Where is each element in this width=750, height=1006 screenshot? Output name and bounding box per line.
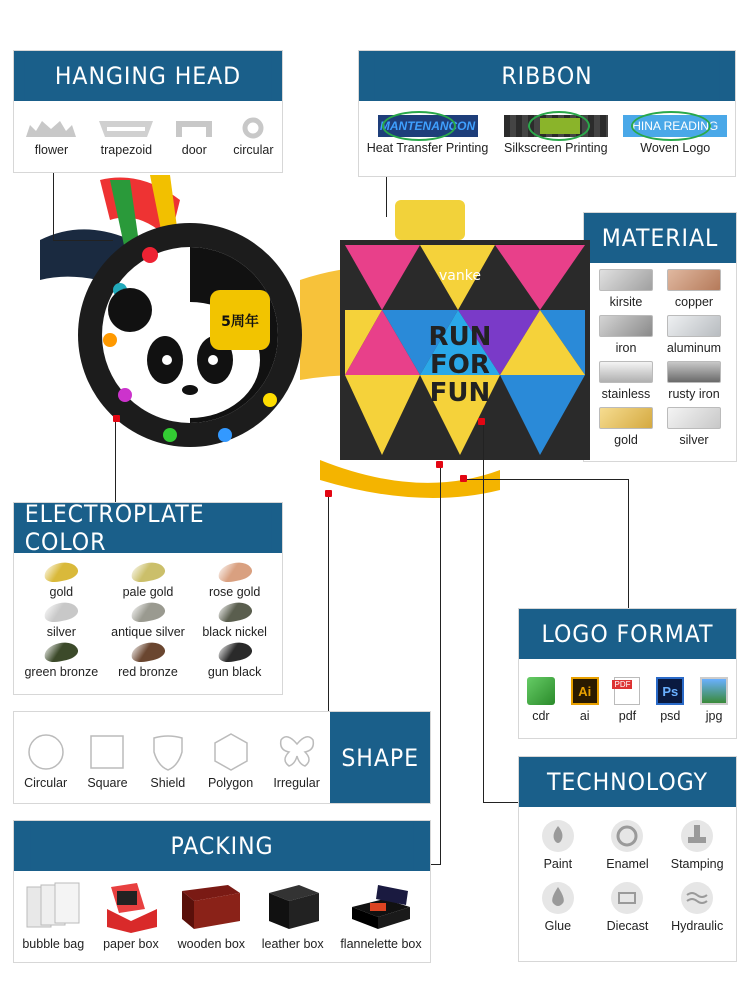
heat-transfer-ribbon-sample: MANTENANCON (378, 115, 478, 137)
logo-format-panel (518, 608, 737, 739)
ribbon-woven: HINA READING Woven Logo (623, 115, 727, 155)
plate-swatch (216, 640, 253, 665)
format-cdr: cdr (527, 677, 555, 723)
plate-swatch (43, 640, 80, 665)
stamp-icon (680, 819, 714, 853)
material-aluminum: aluminum (660, 315, 728, 355)
hanging-head-flower: flower (22, 117, 80, 157)
marker-dot (436, 461, 443, 468)
plate-swatch (43, 600, 80, 625)
shape-square: Square (87, 732, 127, 790)
pack-wooden-box: wooden box (178, 881, 245, 951)
packing-panel (13, 820, 431, 963)
circular-head-icon (238, 117, 268, 139)
wooden-box-icon (178, 881, 244, 933)
plate-swatch (129, 560, 166, 585)
plate-rose-gold: rose gold (191, 563, 278, 599)
ribbon-title: RIBBON (374, 51, 720, 101)
right-medal-text-3: FUN (429, 378, 491, 408)
hanging-head-circular: circular (233, 117, 273, 157)
shape-circular: Circular (24, 732, 67, 790)
plate-swatch (43, 560, 80, 585)
format-pdf: PDF pdf (614, 677, 640, 723)
marker-dot (478, 418, 485, 425)
right-medal-text-2: FOR (430, 350, 490, 380)
ribbon-silkscreen: Silkscreen Printing (504, 115, 608, 155)
left-medal-text: 5周年 (221, 314, 259, 330)
flannelette-box-icon (348, 881, 414, 933)
plate-swatch (129, 600, 166, 625)
right-medal-text-1: RUN (428, 322, 492, 352)
tech-stamping: Stamping (662, 819, 732, 871)
shape-shield: Shield (148, 732, 188, 790)
material-panel (583, 212, 737, 462)
hanging-head-panel (13, 50, 283, 173)
plate-swatch (216, 560, 253, 585)
square-shape-icon (87, 732, 127, 772)
marker-dot (113, 415, 120, 422)
butterfly-shape-icon (277, 732, 317, 772)
pdf-file-icon: PDF (614, 677, 640, 705)
pack-paper-box: paper box (101, 881, 161, 951)
plate-black-nickel: black nickel (191, 603, 278, 639)
flame-icon (541, 819, 575, 853)
bubble-bag-icon (23, 881, 83, 933)
format-jpg: jpg (700, 677, 728, 723)
marker-dot (325, 490, 332, 497)
psd-file-icon: Ps (656, 677, 684, 705)
mold-icon (610, 881, 644, 915)
medal-illustration (0, 160, 600, 510)
tech-glue: Glue (523, 881, 593, 933)
plate-antique-silver: antique silver (105, 603, 192, 639)
circle-shape-icon (26, 732, 66, 772)
material-rusty-iron: rusty iron (660, 361, 728, 401)
material-copper: copper (660, 269, 728, 309)
woven-ribbon-sample: HINA READING (623, 115, 727, 137)
ai-file-icon: Ai (571, 677, 599, 705)
pack-flannelette-box: flannelette box (340, 881, 421, 951)
plate-gold: gold (18, 563, 105, 599)
pack-leather-box: leather box (262, 881, 324, 951)
marker-dot (460, 475, 467, 482)
ribbon-heat-transfer: MANTENANCON Heat Transfer Printing (367, 115, 489, 155)
tech-hydraulic: Hydraulic (662, 881, 732, 933)
material-stainless: stainless (592, 361, 660, 401)
electroplate-title: ELECTROPLATE COLOR (25, 503, 272, 553)
material-kirsite: kirsite (592, 269, 660, 309)
ribbon-panel (358, 50, 736, 177)
shape-irregular: Irregular (273, 732, 320, 790)
format-ai: Ai ai (571, 677, 599, 723)
tech-diecast: Diecast (593, 881, 663, 933)
cdr-file-icon (527, 677, 555, 705)
plate-red-bronze: red bronze (105, 643, 192, 679)
plate-green-bronze: green bronze (18, 643, 105, 679)
tech-enamel: Enamel (593, 819, 663, 871)
material-silver: silver (660, 407, 728, 447)
shape-title: SHAPE (341, 743, 419, 772)
material-gold: gold (592, 407, 660, 447)
paper-box-icon (101, 881, 161, 933)
jpg-file-icon (700, 677, 728, 705)
hanging-head-title: HANGING HEAD (25, 51, 272, 101)
flower-head-icon (22, 117, 80, 139)
disc-icon (610, 819, 644, 853)
door-head-icon (172, 117, 216, 139)
material-title: MATERIAL (590, 213, 730, 263)
silkscreen-ribbon-sample (504, 115, 608, 137)
shape-panel (13, 711, 431, 804)
shape-polygon: Polygon (208, 732, 253, 790)
format-psd: Ps psd (656, 677, 684, 723)
logo-format-title: LOGO FORMAT (528, 609, 728, 659)
plate-silver: silver (18, 603, 105, 639)
technology-title: TECHNOLOGY (528, 757, 728, 807)
hanging-head-trapezoid: trapezoid (97, 117, 155, 157)
shield-shape-icon (148, 732, 188, 772)
packing-title: PACKING (31, 821, 414, 871)
electroplate-panel (13, 502, 283, 695)
plate-swatch (129, 640, 166, 665)
medal-graphic (0, 160, 600, 510)
plate-gun-black: gun black (191, 643, 278, 679)
right-medal-brand: vanke (439, 268, 481, 284)
plate-swatch (216, 600, 253, 625)
wave-icon (680, 881, 714, 915)
trapezoid-head-icon (97, 117, 155, 139)
pack-bubble-bag: bubble bag (22, 881, 84, 951)
technology-panel (518, 756, 737, 962)
droplet-icon (541, 881, 575, 915)
tech-paint: Paint (523, 819, 593, 871)
leather-box-icon (263, 881, 323, 933)
plate-pale-gold: pale gold (105, 563, 192, 599)
hanging-head-door: door (172, 117, 216, 157)
hexagon-shape-icon (211, 732, 251, 772)
material-iron: iron (592, 315, 660, 355)
